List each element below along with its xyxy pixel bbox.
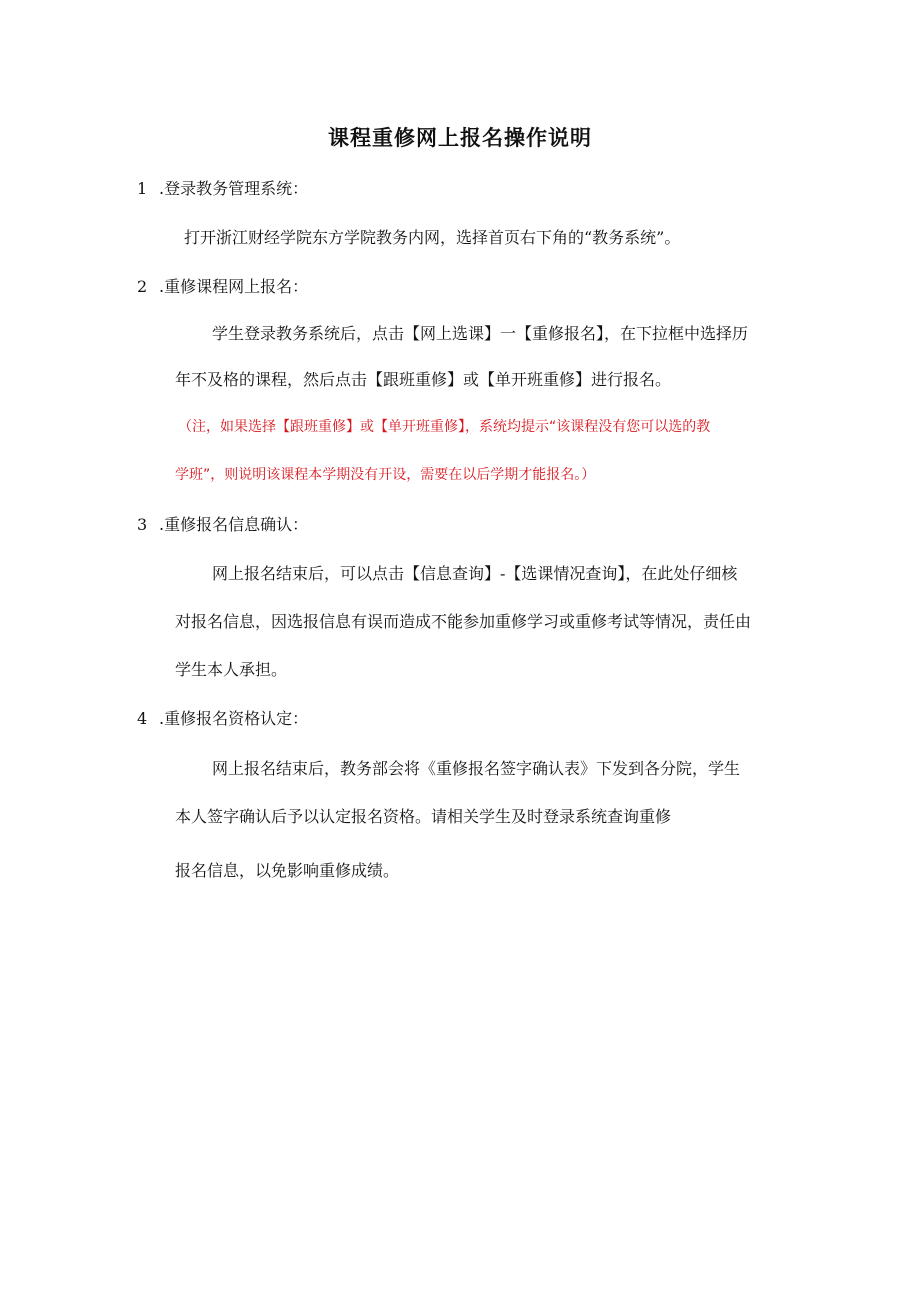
section-3-line-3: 学生本人承担。: [175, 660, 288, 679]
section-2-number: 2: [137, 277, 148, 296]
page-title: 课程重修网上报名操作说明: [328, 126, 592, 150]
section-3-number: 3: [137, 515, 148, 534]
section-3-heading: [137, 512, 308, 535]
section-3-line-1: 网上报名结束后，可以点击【信息查询】-【选课情况查询】，在此处仔细核: [212, 564, 738, 583]
section-1-heading: [137, 176, 308, 199]
section-2-title: .重修课程网上报名：: [159, 277, 309, 296]
section-3-title: .重修报名信息确认：: [159, 515, 309, 534]
section-4-line-1: 网上报名结束后，教务部会将《重修报名签字确认表》下发到各分院，学生: [212, 759, 741, 778]
section-4-line-3: 报名信息，以免影响重修成绩。: [175, 861, 400, 880]
section-3-line-2: 对报名信息，因选报信息有误而造成不能参加重修学习或重修考试等情况，责任由: [175, 612, 752, 631]
section-2-note-line-1: （注，如果选择【跟班重修】或【单开班重修】，系统均提示“该课程没有您可以选的教: [178, 419, 711, 435]
section-4-title: .重修报名资格认定：: [159, 709, 309, 728]
section-1-title: .登录教务管理系统：: [159, 179, 309, 198]
section-1-number: 1: [137, 179, 148, 198]
section-2-note-line-2: 学班”，则说明该课程本学期没有开设，需要在以后学期才能报名。）: [175, 467, 596, 483]
section-4-line-2: 本人签字确认后予以认定报名资格。请相关学生及时登录系统查询重修: [175, 807, 672, 826]
section-1-line-1: 打开浙江财经学院东方学院教务内网，选择首页右下角的“教务系统”。: [184, 228, 681, 247]
section-4-number: 4: [137, 709, 148, 728]
section-4-heading: [137, 706, 308, 729]
section-2-heading: [137, 274, 308, 297]
section-2-line-2: 年不及格的课程，然后点击【跟班重修】或【单开班重修】进行报名。: [175, 370, 672, 389]
section-2-line-1: 学生登录教务系统后，点击【网上选课】一【重修报名】，在下拉框中选择历: [212, 324, 749, 343]
